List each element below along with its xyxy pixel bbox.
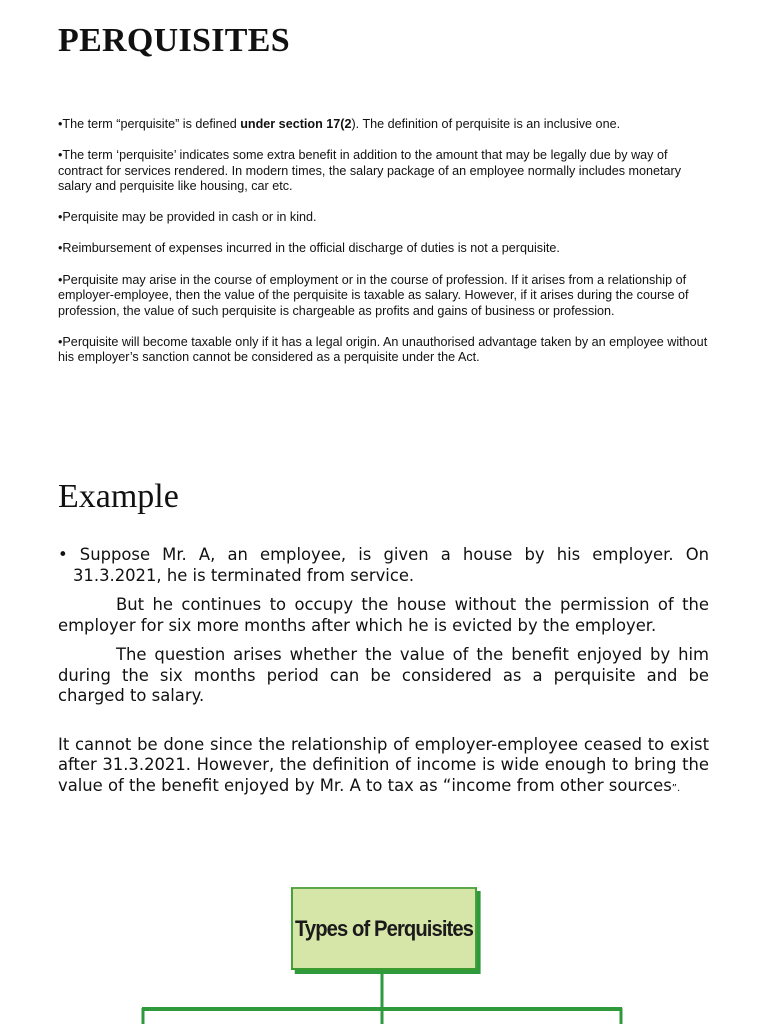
example-paragraph-2: But he continues to occupy the house without the permission of the employer for six more months after which he is evicted by the employer. <box>58 595 709 635</box>
bullet-text: ). The definition of perquisite is an inclusive one. <box>351 117 621 131</box>
bullet-legal-origin: •Perquisite will become taxable only if it has a legal origin. An unauthorised advantage taken by an employee without his employer’s sanction cannot be considered as a perquisite under the Act. <box>58 334 708 365</box>
bullet-text: •The term “perquisite” is defined <box>58 117 241 131</box>
bullet-cash-or-kind: •Perquisite may be provided in cash or in kind. <box>58 210 317 225</box>
page-title: PERQUISITES <box>58 22 290 59</box>
example-heading: Example <box>58 478 179 515</box>
bullet-reimbursement: •Reimbursement of expenses incurred in the official discharge of duties is not a perquisite. <box>58 241 560 256</box>
example-paragraph-1: • Suppose Mr. A, an employee, is given a house by his employer. On 31.3.2021, he is terminated from service. <box>58 545 709 585</box>
bullet-extra-benefit: •The term ‘perquisite’ indicates some extra benefit in addition to the amount that may be legally due by way of contract for services rendered. In modern times, the salary package of an employee normally includes monetary salary and perquisite like housing, car etc. <box>58 148 681 194</box>
types-of-perquisites-box: Types of Perquisites <box>291 887 477 970</box>
example-conclusion <box>58 735 709 800</box>
definition-bullets <box>58 117 709 382</box>
bullet-employment-profession: •Perquisite may arise in the course of employment or in the course of profession. If it arises from a relationship of employer-employee, then the value of the perquisite is taxable as salary. However, if it arises during the course of profession, the value of such perquisite is chargeable as profits and gains of business or profession. <box>58 272 689 318</box>
example-body <box>58 545 709 808</box>
conclusion-end: ”. <box>671 782 681 794</box>
section-reference: under section 17(2 <box>240 117 352 131</box>
conclusion-text: It cannot be done since the relationship of employer-employee ceased to exist after 31.3.2021. However, the definition of income is wide enough to bring the value of the benefit enjoyed by Mr. A to tax as “income from other sources <box>58 734 709 795</box>
bullet-definition-section <box>58 117 709 133</box>
example-paragraph-3: The question arises whether the value of the benefit enjoyed by him during the six months period can be considered as a perquisite and be charged to salary. <box>58 645 709 705</box>
